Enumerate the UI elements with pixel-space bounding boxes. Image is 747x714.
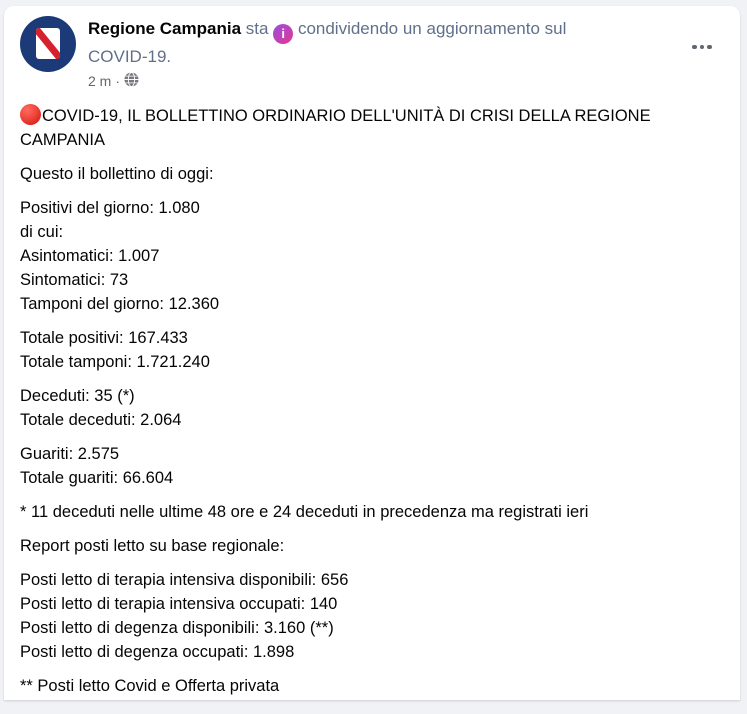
post-line: Deceduti: 35 (*) (20, 386, 135, 405)
post-line: Sintomatici: 73 (20, 270, 129, 289)
globe-icon (124, 72, 139, 92)
post-line: Positivi del giorno: 1.080 (20, 198, 200, 217)
post-content (4, 92, 740, 714)
post-line: Report posti letto su base regionale: (20, 536, 285, 555)
post-paragraph (20, 674, 724, 698)
header-text (88, 16, 684, 92)
post-line: Totale positivi: 167.433 (20, 328, 188, 347)
post-line: Posti letto di terapia intensiva disponibili: 656 (20, 570, 349, 589)
post-paragraph (20, 534, 724, 558)
post-paragraph (20, 384, 724, 432)
post-paragraph (20, 442, 724, 490)
author-name[interactable]: Regione Campania (88, 19, 242, 38)
post-line: Questo il bollettino di oggi: (20, 164, 214, 183)
author-line (88, 16, 623, 69)
post-paragraph (20, 104, 724, 152)
post-line: COVID-19, IL BOLLETTINO ORDINARIO DELL'UNITÀ DI CRISI DELLA REGIONE CAMPANIA (20, 106, 651, 149)
post-line: Posti letto di degenza occupati: 1.898 (20, 642, 295, 661)
regione-campania-logo-icon (20, 16, 76, 72)
action-text: condividendo un aggiornamento sul COVID-19. (88, 19, 567, 66)
action-prefix: sta (245, 19, 269, 38)
post-line: Totale guariti: 66.604 (20, 468, 174, 487)
meta-line (88, 72, 684, 92)
post-line: Posti letto di terapia intensiva occupati: 140 (20, 594, 338, 613)
info-glyph: i (281, 26, 286, 41)
post-paragraph (20, 196, 724, 316)
post-options-button[interactable] (682, 32, 722, 62)
post-paragraph (20, 162, 724, 186)
post-paragraph (20, 500, 724, 524)
post-header (4, 6, 740, 92)
red-circle-emoji (20, 104, 41, 125)
ellipsis-icon (692, 45, 697, 50)
post-line: Totale deceduti: 2.064 (20, 410, 182, 429)
covid-info-icon[interactable] (273, 24, 293, 44)
post-paragraph (20, 326, 724, 374)
post-line: Asintomatici: 1.007 (20, 246, 160, 265)
timestamp[interactable]: 2 m (88, 73, 112, 89)
meta-separator: · (115, 73, 121, 89)
post-line: * 11 deceduti nelle ultime 48 ore e 24 deceduti in precedenza ma registrati ieri (20, 502, 589, 521)
avatar[interactable] (20, 16, 76, 72)
post-paragraph (20, 568, 724, 664)
post-line: di cui: (20, 222, 64, 241)
post-line: ** Posti letto Covid e Offerta privata (20, 676, 280, 695)
post-line: Totale tamponi: 1.721.240 (20, 352, 210, 371)
post-line: Posti letto di degenza disponibili: 3.160 (**) (20, 618, 334, 637)
post-line: Guariti: 2.575 (20, 444, 120, 463)
post-card (4, 6, 740, 700)
post-line: Tamponi del giorno: 12.360 (20, 294, 220, 313)
